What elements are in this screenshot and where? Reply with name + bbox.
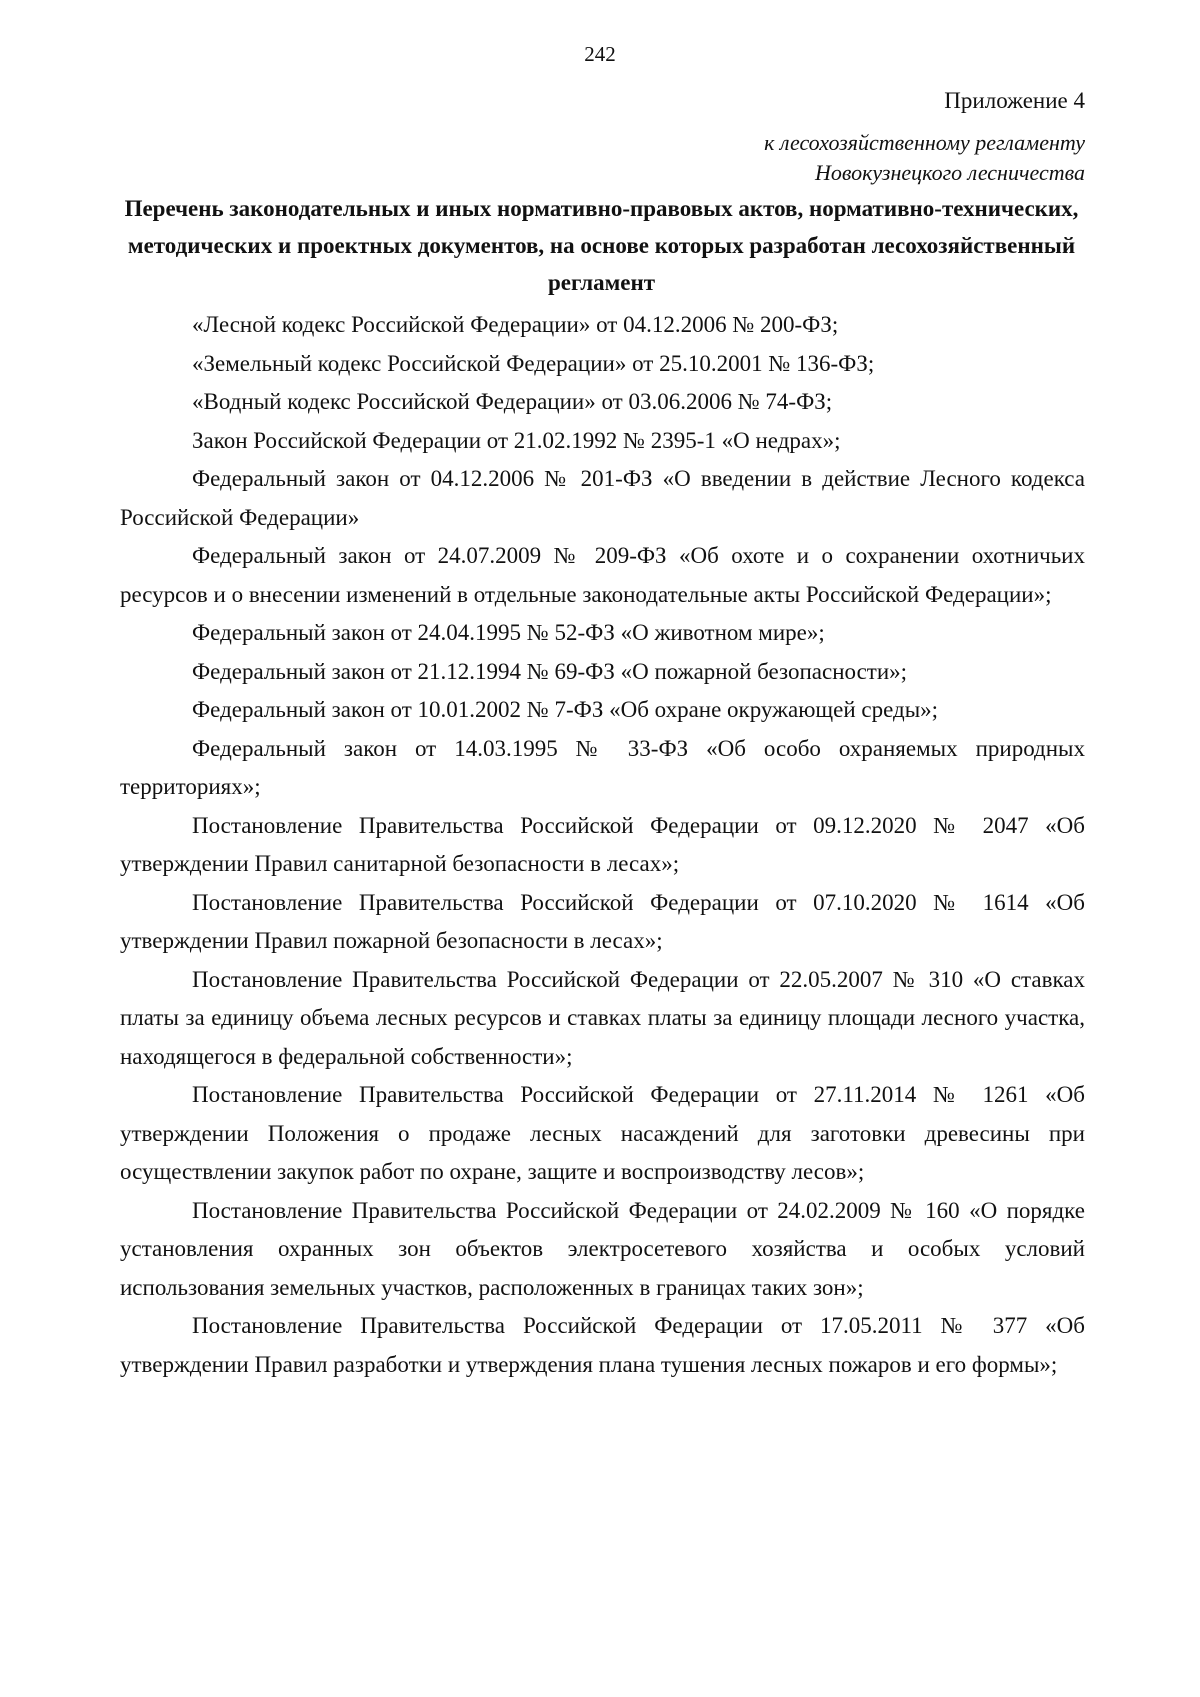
list-item: Федеральный закон от 10.01.2002 № 7-ФЗ «Об охране окружающей среды»;: [192, 697, 939, 722]
list-item: «Водный кодекс Российской Федерации» от 03.06.2006 № 74-ФЗ;: [192, 389, 833, 414]
list-item: Федеральный закон от 04.12.2006 № 201-ФЗ «О введении в действие Лесного кодекса Российской Федерации»: [120, 466, 1085, 530]
list-item: Постановление Правительства Российской Федерации от 27.11.2014 № 1261 «Об утверждении Положения о продаже лесных насаждений для заготовки древесины при осуществлении закупок работ по охране, защите и воспроизводству лесов»;: [120, 1082, 1085, 1184]
list-item: «Земельный кодекс Российской Федерации» от 25.10.2001 № 136-ФЗ;: [192, 350, 875, 376]
appendix-subtitle: [764, 128, 1085, 188]
list-item: Закон Российской Федерации от 21.02.1992 № 2395-1 «О недрах»;: [192, 427, 841, 453]
list-item: Федеральный закон от 14.03.1995 № 33-ФЗ «Об особо охраняемых природных территориях»;: [120, 735, 1085, 799]
appendix-subtitle-line: к лесохозяйственному регламенту: [764, 130, 1085, 155]
list-item: Постановление Правительства Российской Федерации от 24.02.2009 № 160 «О порядке установления охранных зон объектов электросетевого хозяйства и особых условий использования земельных участков, расположенных в границах таких зон»;: [120, 1197, 1085, 1300]
list-item: Федеральный закон от 24.07.2009 № 209-ФЗ «Об охоте и о сохранении охотничьих ресурсов и о внесении изменений в отдельные законодательные акты Российской Федерации»;: [120, 543, 1085, 607]
document-title: Перечень законодательных и иных нормативно-правовых актов, нормативно-технических, методических и проектных документов, на основе которых разработан лесохозяйственный регламент: [124, 196, 1079, 295]
list-item: Постановление Правительства Российской Федерации от 17.05.2011 № 377 «Об утверждении Правил разработки и утверждения плана тушения лесных пожаров и его формы»;: [120, 1313, 1085, 1377]
list-item: Постановление Правительства Российской Федерации от 09.12.2020 № 2047 «Об утверждении Правил санитарной безопасности в лесах»;: [120, 812, 1085, 876]
page-number: 242: [584, 42, 616, 66]
appendix-label: Приложение 4: [944, 88, 1085, 113]
legal-acts-list: [120, 306, 1085, 1384]
list-item: Постановление Правительства Российской Федерации от 07.10.2020 № 1614 «Об утверждении Правил пожарной безопасности в лесах»;: [120, 889, 1085, 953]
appendix-subtitle-line: Новокузнецкого лесничества: [814, 160, 1085, 185]
list-item: Федеральный закон от 21.12.1994 № 69-ФЗ «О пожарной безопасности»;: [192, 658, 908, 684]
list-item: «Лесной кодекс Российской Федерации» от 04.12.2006 № 200-ФЗ;: [192, 312, 839, 337]
list-item: Постановление Правительства Российской Федерации от 22.05.2007 № 310 «О ставках платы за единицу объема лесных ресурсов и ставках платы за единицу площади лесного участка, находящегося в федеральной собственности»;: [120, 966, 1085, 1069]
list-item: Федеральный закон от 24.04.1995 № 52-ФЗ «О животном мире»;: [192, 620, 825, 645]
